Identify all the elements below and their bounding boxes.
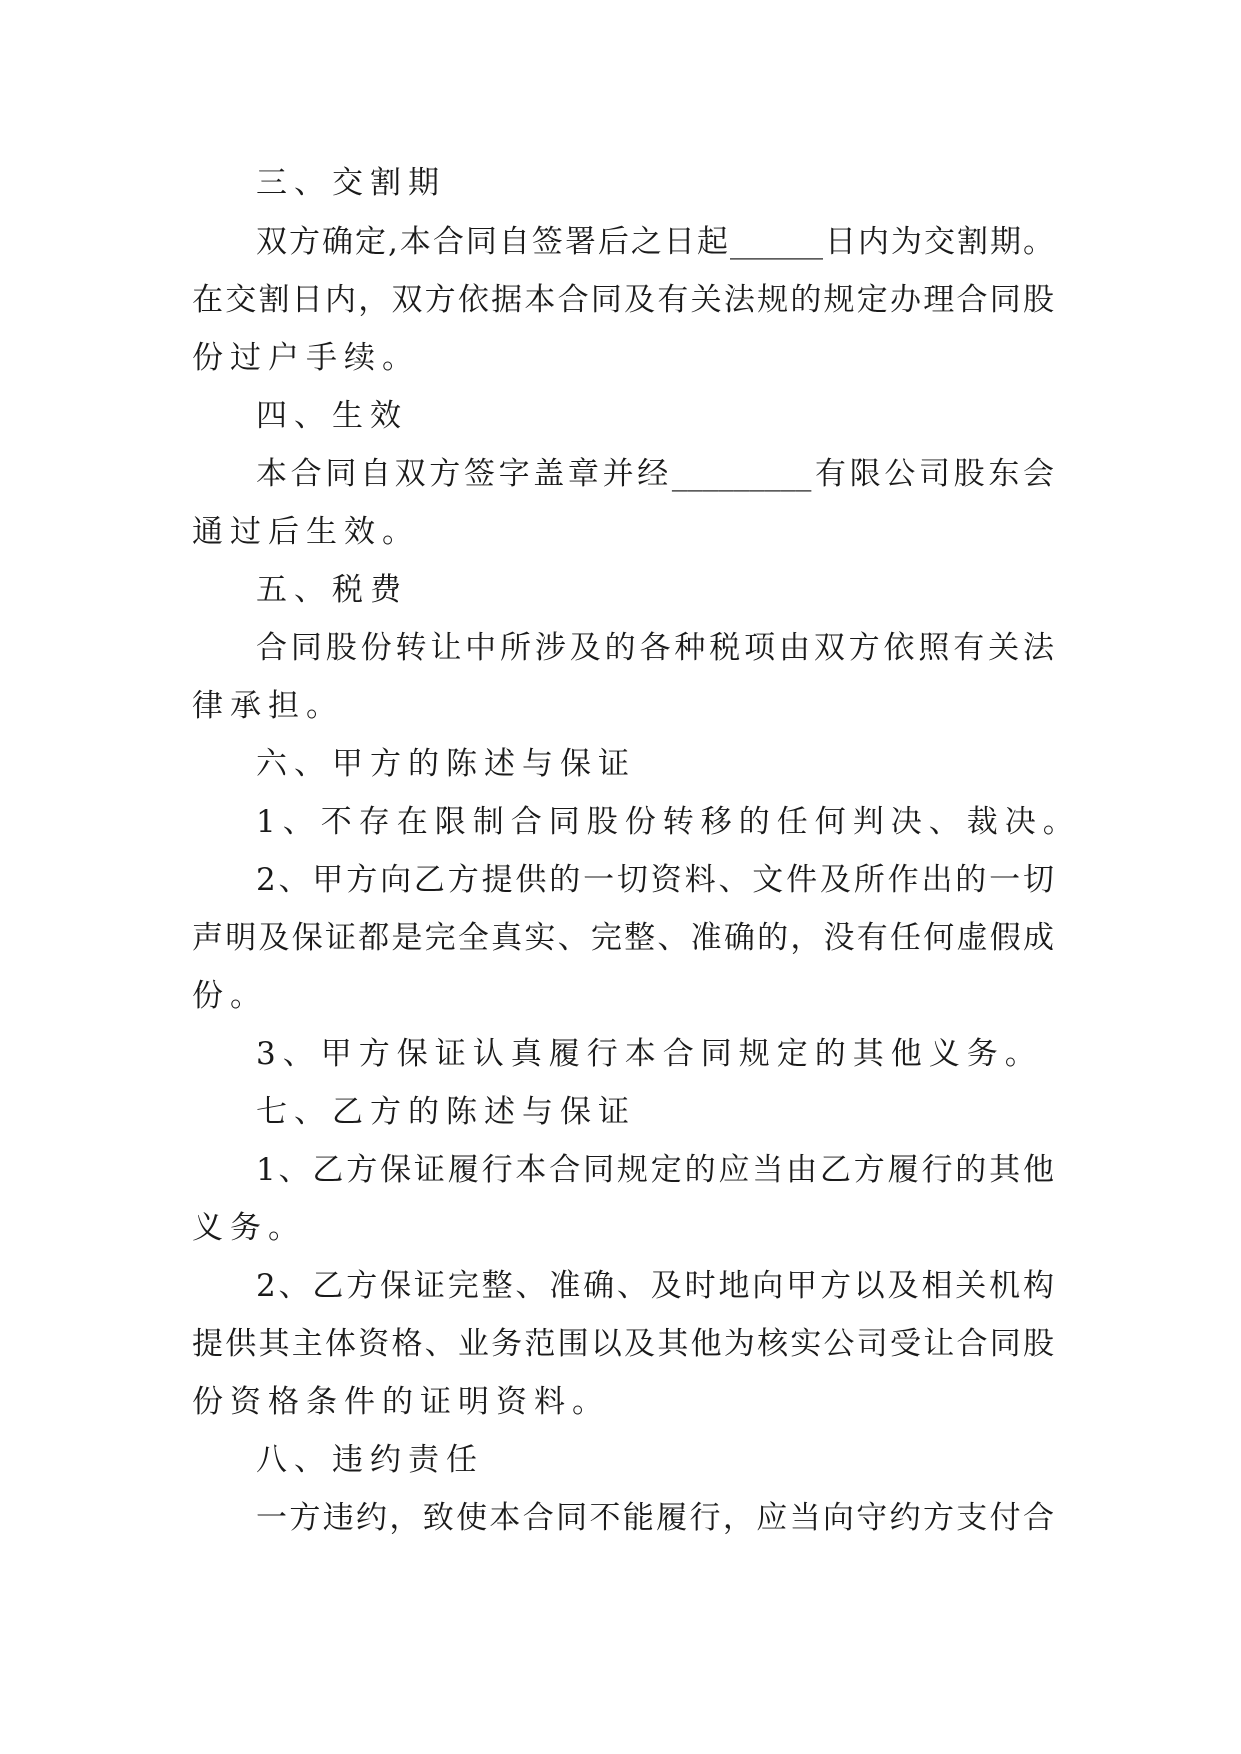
paragraph-line: 1、不存在限制合同股份转移的任何判决、裁决。 bbox=[256, 804, 1081, 840]
section-heading-taxes: 五、税费 bbox=[256, 572, 408, 608]
paragraph-line: 份。 bbox=[192, 978, 268, 1014]
paragraph-line: 双方确定,本合同自签署后之日起______日内为交割期。 bbox=[256, 224, 1054, 260]
section-heading-party-a-warranties: 六、甲方的陈述与保证 bbox=[256, 746, 636, 782]
section-heading-effectiveness: 四、生效 bbox=[256, 398, 408, 434]
paragraph-line: 律承担。 bbox=[192, 688, 344, 724]
paragraph-line: 合同股份转让中所涉及的各种税项由双方依照有关法 bbox=[256, 630, 1054, 666]
paragraph-line: 3、甲方保证认真履行本合同规定的其他义务。 bbox=[256, 1036, 1043, 1072]
paragraph-line: 提供其主体资格、业务范围以及其他为核实公司受让合同股 bbox=[192, 1326, 1054, 1362]
paragraph-line: 声明及保证都是完全真实、完整、准确的，没有任何虚假成 bbox=[192, 920, 1054, 956]
section-heading-party-b-warranties: 七、乙方的陈述与保证 bbox=[256, 1094, 636, 1130]
paragraph-line: 在交割日内，双方依据本合同及有关法规的规定办理合同股 bbox=[192, 282, 1054, 318]
paragraph-line: 本合同自双方签字盖章并经_________有限公司股东会 bbox=[256, 456, 1054, 492]
paragraph-line: 1、乙方保证履行本合同规定的应当由乙方履行的其他 bbox=[256, 1152, 1054, 1188]
section-heading-breach-liability: 八、违约责任 bbox=[256, 1442, 484, 1478]
paragraph-line: 份过户手续。 bbox=[192, 340, 420, 376]
paragraph-line: 2、乙方保证完整、准确、及时地向甲方以及相关机构 bbox=[256, 1268, 1054, 1304]
section-heading-delivery-period: 三、交割期 bbox=[256, 165, 446, 201]
paragraph-line: 2、甲方向乙方提供的一切资料、文件及所作出的一切 bbox=[256, 862, 1054, 898]
paragraph-line: 份资格条件的证明资料。 bbox=[192, 1384, 610, 1420]
paragraph-line: 一方违约，致使本合同不能履行，应当向守约方支付合 bbox=[256, 1500, 1054, 1536]
paragraph-line: 义务。 bbox=[192, 1210, 306, 1246]
paragraph-line: 通过后生效。 bbox=[192, 514, 420, 550]
